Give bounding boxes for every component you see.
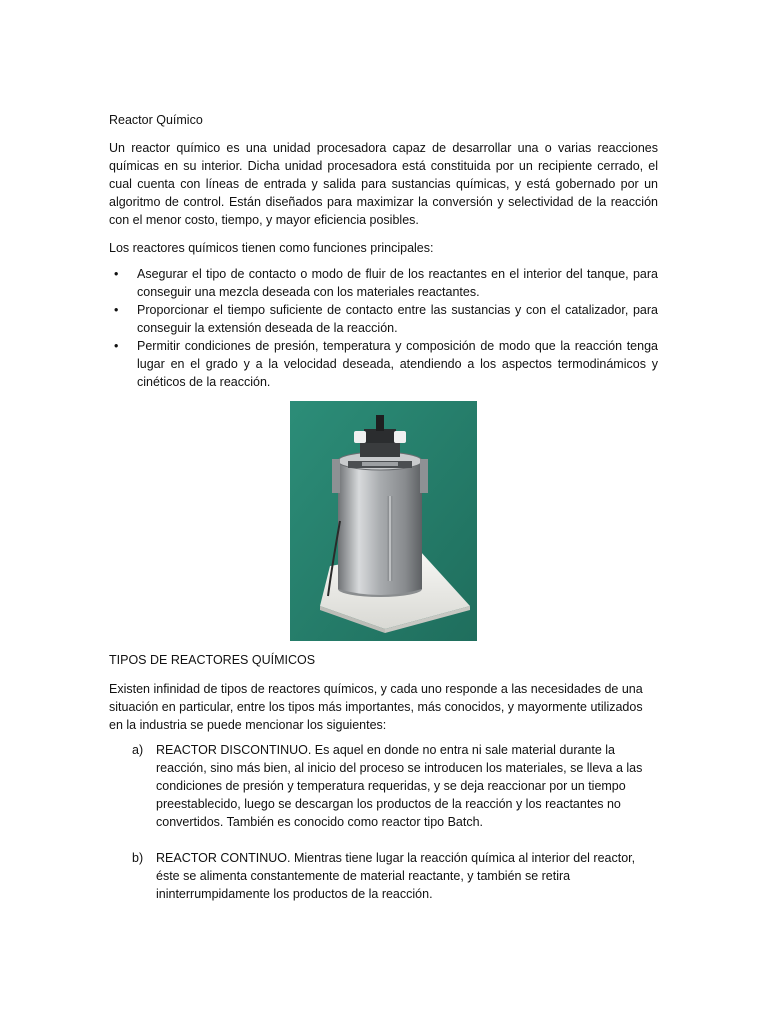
- list-item: [109, 265, 658, 301]
- bullet-icon: •: [114, 267, 119, 281]
- types-intro: Existen infinidad de tipos de reactores químicos, y cada uno responde a las necesidades de una situación en particular, entre los tipos más importantes, más conocidos, y mayormente utilizados en la industria se puede mencionar los siguientes:: [109, 682, 643, 732]
- list-item: [109, 301, 658, 337]
- types-list: [109, 741, 658, 921]
- list-item: [109, 337, 658, 391]
- list-item-text: Proporcionar el tiempo suficiente de contacto entre las sustancias y con el catalizador, para conseguir la extensión deseada de la reacción.: [137, 303, 658, 335]
- list-item: [109, 741, 658, 831]
- reactor-photo: [290, 401, 477, 641]
- functions-list: [109, 265, 658, 391]
- functions-intro: Los reactores químicos tienen como funciones principales:: [109, 241, 434, 255]
- list-marker: b): [132, 851, 144, 865]
- list-marker: a): [132, 743, 144, 757]
- list-item-text: Permitir condiciones de presión, temperatura y composición de modo que la reacción tenga lugar en el grado y a la velocidad deseada, atendiendo a los aspectos termodinámicos y cinéticos de la reacción.: [137, 339, 658, 389]
- intro-paragraph: Un reactor químico es una unidad procesadora capaz de desarrollar una o varias reacciones químicas en su interior. Dicha unidad procesadora está constituida por un recipiente cerrado, el cual cuenta con líneas de entrada y salida para sustancias químicas, y está gobernado por un algoritmo de control. Están diseñados para maximizar la conversión y selectividad de la reacción con el menor costo, tiempo, y mayor eficiencia posibles.: [109, 141, 658, 227]
- bullet-icon: •: [114, 303, 119, 317]
- types-heading: TIPOS DE REACTORES QUÍMICOS: [109, 653, 316, 667]
- list-item-text: Asegurar el tipo de contacto o modo de fluir de los reactantes en el interior del tanque, para conseguir una mezcla deseada con los materiales reactantes.: [137, 267, 658, 299]
- list-item: [109, 849, 658, 903]
- document-title: Reactor Químico: [109, 113, 203, 127]
- reactor-vessel: [338, 461, 422, 595]
- list-item-text: REACTOR DISCONTINUO. Es aquel en donde no entra ni sale material durante la reacción, sino más bien, al inicio del proceso se introducen los materiales, se lleva a las condiciones de presión y temperatura requeridas, y se deja reaccionar por un tiempo preestablecido, luego se descargan los productos de la reacción y los reactantes no convertidos. También es conocido como reactor tipo Batch.: [156, 743, 643, 829]
- list-item-text: REACTOR CONTINUO. Mientras tiene lugar la reacción química al interior del reactor, éste se alimenta constantemente de material reactante, y también se retira ininterrumpidamente los productos de la reacción.: [156, 851, 636, 901]
- bullet-icon: •: [114, 339, 119, 353]
